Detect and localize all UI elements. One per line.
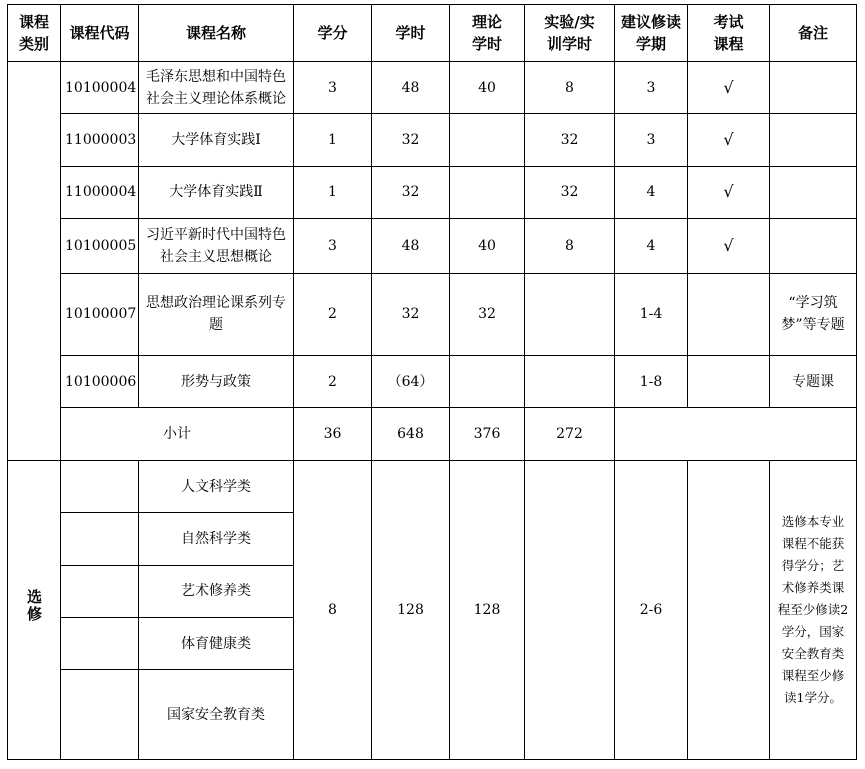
table-row <box>8 62 857 114</box>
elective-theory: 128 <box>450 460 525 759</box>
course-hours: 32 <box>372 273 450 356</box>
exam-check: √ <box>688 114 770 166</box>
elective-item: 国家安全教育类 <box>139 670 294 760</box>
course-credit: 1 <box>294 166 372 218</box>
exam-check <box>688 273 770 356</box>
course-term: 3 <box>615 114 688 166</box>
elective-hours: 128 <box>372 460 450 759</box>
table-row <box>8 114 857 166</box>
header-row <box>8 5 857 62</box>
course-credit: 1 <box>294 114 372 166</box>
subtotal-credit: 36 <box>294 408 372 460</box>
table-row <box>8 273 857 356</box>
elective-code <box>61 617 139 669</box>
course-term: 3 <box>615 62 688 114</box>
header-name: 课程名称 <box>139 5 294 62</box>
exam-check: √ <box>688 62 770 114</box>
course-term: 1-4 <box>615 273 688 356</box>
header-hours: 学时 <box>372 5 450 62</box>
required-category-cell <box>8 62 61 461</box>
course-code: 10100004 <box>61 62 139 114</box>
course-note: “学习筑梦”等专题 <box>770 273 857 356</box>
elective-item: 艺术修养类 <box>139 565 294 617</box>
course-code: 10100007 <box>61 273 139 356</box>
header-term: 建议修读学期 <box>615 5 688 62</box>
course-name: 思想政治理论课系列专题 <box>139 273 294 356</box>
course-hours: 32 <box>372 166 450 218</box>
exam-check <box>688 356 770 408</box>
elective-code <box>61 460 139 512</box>
elective-exam <box>688 460 770 759</box>
course-practice: 32 <box>525 166 615 218</box>
table-row <box>8 166 857 218</box>
course-note: 专题课 <box>770 356 857 408</box>
elective-row <box>8 460 857 512</box>
subtotal-theory: 376 <box>450 408 525 460</box>
elective-category-label: 选修 <box>25 589 43 624</box>
header-category: 课程类别 <box>8 5 61 62</box>
course-table <box>7 4 857 760</box>
subtotal-empty <box>615 408 857 460</box>
course-term: 1-8 <box>615 356 688 408</box>
course-name: 大学体育实践Ⅰ <box>139 114 294 166</box>
elective-credit: 8 <box>294 460 372 759</box>
course-theory: 40 <box>450 62 525 114</box>
subtotal-label: 小计 <box>61 408 294 460</box>
header-theory: 理论学时 <box>450 5 525 62</box>
course-name: 形势与政策 <box>139 356 294 408</box>
course-code: 11000003 <box>61 114 139 166</box>
course-theory: 40 <box>450 219 525 273</box>
course-practice <box>525 356 615 408</box>
header-note: 备注 <box>770 5 857 62</box>
course-code: 10100005 <box>61 219 139 273</box>
header-code: 课程代码 <box>61 5 139 62</box>
course-credit: 2 <box>294 273 372 356</box>
course-hours: 32 <box>372 114 450 166</box>
elective-item: 自然科学类 <box>139 513 294 565</box>
course-theory: 32 <box>450 273 525 356</box>
course-practice: 8 <box>525 62 615 114</box>
course-credit: 2 <box>294 356 372 408</box>
header-practice: 实验/实训学时 <box>525 5 615 62</box>
exam-check: √ <box>688 219 770 273</box>
elective-code <box>61 565 139 617</box>
course-theory <box>450 114 525 166</box>
course-credit: 3 <box>294 62 372 114</box>
course-note <box>770 166 857 218</box>
course-code: 11000004 <box>61 166 139 218</box>
elective-note: 选修本专业课程不能获得学分；艺术修养类课程至少修读2学分，国家安全教育类课程至少修读1学分。 <box>770 460 857 759</box>
course-hours: （64） <box>372 356 450 408</box>
course-name: 毛泽东思想和中国特色社会主义理论体系概论 <box>139 62 294 114</box>
subtotal-row <box>8 408 857 460</box>
course-theory <box>450 166 525 218</box>
course-hours: 48 <box>372 62 450 114</box>
elective-practice <box>525 460 615 759</box>
elective-term: 2-6 <box>615 460 688 759</box>
course-note <box>770 219 857 273</box>
course-practice <box>525 273 615 356</box>
course-practice: 32 <box>525 114 615 166</box>
course-name: 大学体育实践Ⅱ <box>139 166 294 218</box>
course-hours: 48 <box>372 219 450 273</box>
subtotal-practice: 272 <box>525 408 615 460</box>
course-term: 4 <box>615 166 688 218</box>
elective-item: 人文科学类 <box>139 460 294 512</box>
table-row <box>8 356 857 408</box>
course-theory <box>450 356 525 408</box>
elective-code <box>61 513 139 565</box>
header-credit: 学分 <box>294 5 372 62</box>
subtotal-hours: 648 <box>372 408 450 460</box>
course-code: 10100006 <box>61 356 139 408</box>
course-note <box>770 114 857 166</box>
header-exam: 考试课程 <box>688 5 770 62</box>
course-term: 4 <box>615 219 688 273</box>
course-name: 习近平新时代中国特色社会主义思想概论 <box>139 219 294 273</box>
course-practice: 8 <box>525 219 615 273</box>
elective-code <box>61 670 139 760</box>
course-note <box>770 62 857 114</box>
elective-category-cell <box>8 460 61 759</box>
exam-check: √ <box>688 166 770 218</box>
course-credit: 3 <box>294 219 372 273</box>
elective-item: 体育健康类 <box>139 617 294 669</box>
table-row <box>8 219 857 273</box>
